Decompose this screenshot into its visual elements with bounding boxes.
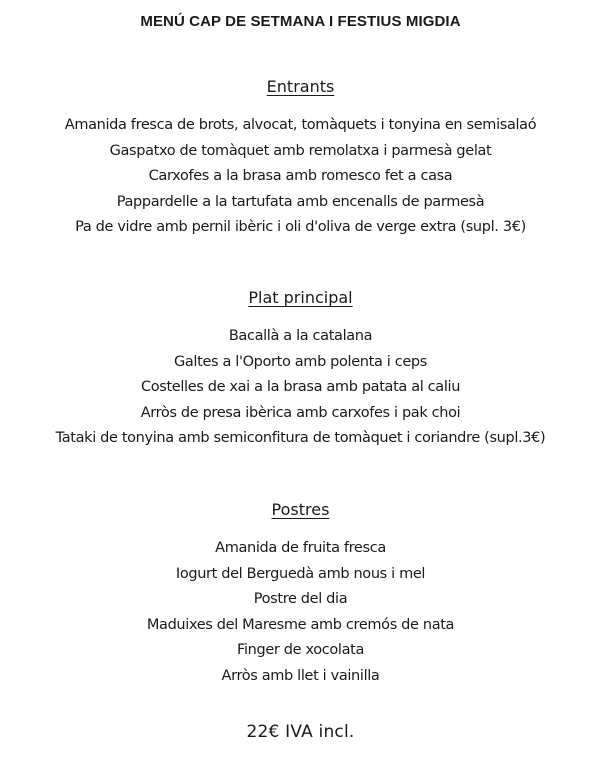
menu-item: Tataki de tonyina amb semiconfitura de tomàquet i coriandre (supl.3€) bbox=[55, 430, 546, 447]
menu-item: Bacallà a la catalana bbox=[228, 328, 373, 344]
menu-item: Postre del dia bbox=[253, 591, 348, 608]
section-postres bbox=[0, 498, 601, 690]
section-heading-plat-principal: Plat principal bbox=[248, 288, 353, 307]
plat-principal-list bbox=[0, 324, 601, 452]
menu-item: Pa de vidre amb pernil ibèric i oli d'oliva de verge extra (supl. 3€) bbox=[75, 219, 526, 236]
section-heading-entrants: Entrants bbox=[266, 77, 335, 96]
section-heading-postres: Postres bbox=[271, 500, 330, 519]
menu-item: Finger de xocolata bbox=[237, 642, 364, 659]
postres-list bbox=[0, 536, 601, 690]
entrants-list bbox=[0, 113, 601, 241]
menu-price: 22€ IVA incl. bbox=[246, 722, 355, 742]
section-entrants bbox=[0, 75, 601, 241]
menu-item: Arròs de presa ibèrica amb carxofes i pak choi bbox=[140, 404, 461, 421]
menu-item: Amanida fresca de brots, alvocat, tomàquets i tonyina en semisalaó bbox=[64, 117, 537, 133]
menu-item: Amanida de fruita fresca bbox=[215, 540, 386, 556]
menu-item: Arròs amb llet i vainilla bbox=[221, 667, 380, 684]
menu-item: Iogurt del Berguedà amb nous i mel bbox=[175, 565, 426, 582]
menu-item: Galtes a l'Oporto amb polenta i ceps bbox=[174, 353, 427, 370]
menu-item: Pappardelle a la tartufata amb encenalls de parmesà bbox=[116, 193, 485, 210]
menu-item: Costelles de xai a la brasa amb patata al caliu bbox=[140, 379, 461, 396]
menu-item: Carxofes a la brasa amb romesco fet a casa bbox=[148, 168, 453, 185]
menu-title: MENÚ CAP DE SETMANA I FESTIUS MIGDIA bbox=[140, 13, 461, 30]
menu-item: Maduixes del Maresme amb cremós de nata bbox=[146, 616, 455, 633]
section-plat-principal bbox=[0, 286, 601, 452]
menu-item: Gaspatxo de tomàquet amb remolatxa i parmesà gelat bbox=[109, 142, 492, 159]
